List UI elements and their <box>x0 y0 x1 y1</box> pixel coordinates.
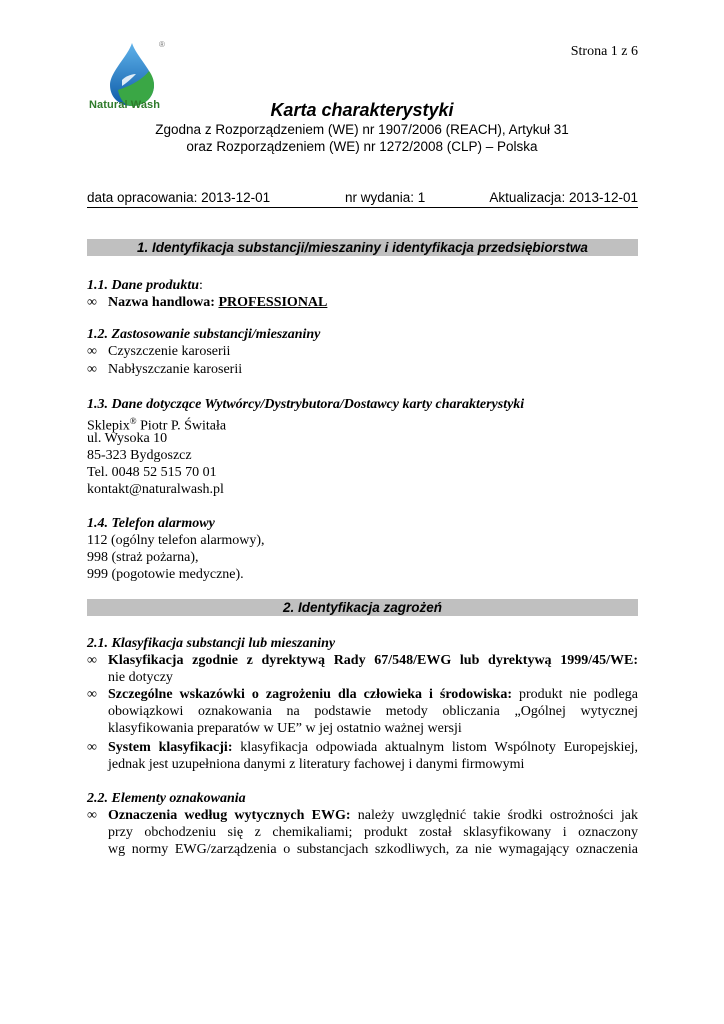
subsection-1-3-heading: 1.3. Dane dotyczące Wytwórcy/Dystrybutora/Dostawcy karty charakterystyki <box>87 397 525 412</box>
bullet-symbol: ∞ <box>87 653 97 668</box>
trade-name-label: Nazwa handlowa: <box>108 295 219 310</box>
update-date: Aktualizacja: 2013-12-01 <box>489 190 638 205</box>
emergency-number: 112 (ogólny telefon alarmowy), <box>87 533 265 548</box>
email-link[interactable]: kontakt@naturalwash.pl <box>87 482 224 497</box>
preparation-date: data opracowania: 2013-12-01 <box>87 190 271 205</box>
hazard-notes-text: produkt nie podlega <box>511 687 638 702</box>
hazard-notes-line-3: klasyfikowania preparatów w UE” w jej ostatnio ważnej wersji <box>108 721 462 736</box>
logo-registered-mark: ® <box>159 40 165 49</box>
subtitle-line-1: Zgodna z Rozporządzeniem (WE) nr 1907/2006 (REACH), Artykuł 31 <box>155 122 569 137</box>
classification-label: Klasyfikacja zgodnie z dyrektywą Rady 67/548/EWG lub dyrektywą 1999/45/WE: <box>108 653 638 668</box>
emergency-number: 999 (pogotowie medyczne). <box>87 567 244 582</box>
classification-system-line-1 <box>108 739 638 756</box>
list-item-hazard-notes <box>87 686 638 737</box>
ewg-labels-line-3: wg normy EWG/zarządzenia o substancjach szkodliwych, za nie wymagający oznaczenia <box>108 842 638 857</box>
section-2-heading: 2. Identyfikacja zagrożeń <box>87 599 638 616</box>
logo-text: Natural Wash <box>89 99 161 111</box>
bullet-symbol: ∞ <box>87 344 97 359</box>
ewg-labels-label: Oznaczenia według wytycznych EWG: <box>108 808 351 823</box>
address-street: ul. Wysoka 10 <box>87 431 168 446</box>
trade-name-line <box>108 294 327 311</box>
use-label: Czyszczenie karoserii <box>108 344 231 359</box>
classification-system-line-2: jednak jest uzupełniona danymi z literatury fachowej i danymi firmowymi <box>108 757 525 772</box>
subsection-2-1-heading: 2.1. Klasyfikacja substancji lub mieszaniny <box>87 636 336 651</box>
subsection-1-1-colon: : <box>199 278 203 293</box>
document-meta-row <box>87 190 638 208</box>
bullet-symbol: ∞ <box>87 740 97 755</box>
company-name-text: Sklepix <box>87 418 130 434</box>
ewg-labels-line-2: przy obchodzeniu się z chemikaliami; produkt został sklasyfikowany i oznaczony <box>108 825 638 840</box>
bullet-symbol: ∞ <box>87 808 97 823</box>
list-item-classification-system <box>87 739 638 773</box>
bullet-symbol: ∞ <box>87 687 97 702</box>
document-title: Karta charakterystyki <box>270 100 454 120</box>
company-owner: Piotr P. Świtała <box>136 418 227 434</box>
edition-number: nr wydania: 1 <box>345 190 426 205</box>
emergency-number: 998 (straż pożarna), <box>87 550 199 565</box>
subsection-2-2-heading: 2.2. Elementy oznakowania <box>87 791 246 806</box>
ewg-labels-text: należy uwzględnić takie środki ostrożności jak <box>350 808 638 823</box>
list-item-classification <box>87 652 638 686</box>
trade-name-value: PROFESSIONAL <box>218 295 328 310</box>
classification-value: nie dotyczy <box>108 670 173 685</box>
classification-system-label: System klasyfikacji: <box>108 740 233 755</box>
subsection-1-1-title: 1.1. Dane produktu <box>87 278 200 293</box>
hazard-notes-line-2: obowiązkowi oznakowania na podstawie metody obliczania „Ogólnej wytycznej <box>108 704 638 719</box>
use-label: Nabłyszczanie karoserii <box>108 362 243 377</box>
page-number: Strona 1 z 6 <box>570 44 638 59</box>
address-city: 85-323 Bydgoszcz <box>87 448 192 463</box>
subsection-1-1-heading <box>87 277 203 294</box>
section-1-heading: 1. Identyfikacja substancji/mieszaniny i identyfikacja przedsiębiorstwa <box>87 239 638 256</box>
hazard-notes-label: Szczególne wskazówki o zagrożeniu dla człowieka i środowiska: <box>108 687 512 702</box>
classification-system-text: klasyfikacja odpowiada aktualnym listom Wspólnoty Europejskiej, <box>232 740 638 755</box>
bullet-symbol: ∞ <box>87 362 97 377</box>
subtitle-line-2: oraz Rozporządzeniem (WE) nr 1272/2008 (CLP) – Polska <box>186 139 538 154</box>
ewg-labels-line-1 <box>108 807 638 824</box>
bullet-symbol: ∞ <box>87 295 97 310</box>
subsection-1-4-heading: 1.4. Telefon alarmowy <box>87 516 215 531</box>
registered-mark: ® <box>129 416 137 426</box>
subsection-1-2-heading: 1.2. Zastosowanie substancji/mieszaniny <box>87 327 321 342</box>
list-item-ewg-labels <box>87 807 638 858</box>
hazard-notes-line-1 <box>108 686 638 703</box>
phone-number: Tel. 0048 52 515 70 01 <box>87 465 217 480</box>
